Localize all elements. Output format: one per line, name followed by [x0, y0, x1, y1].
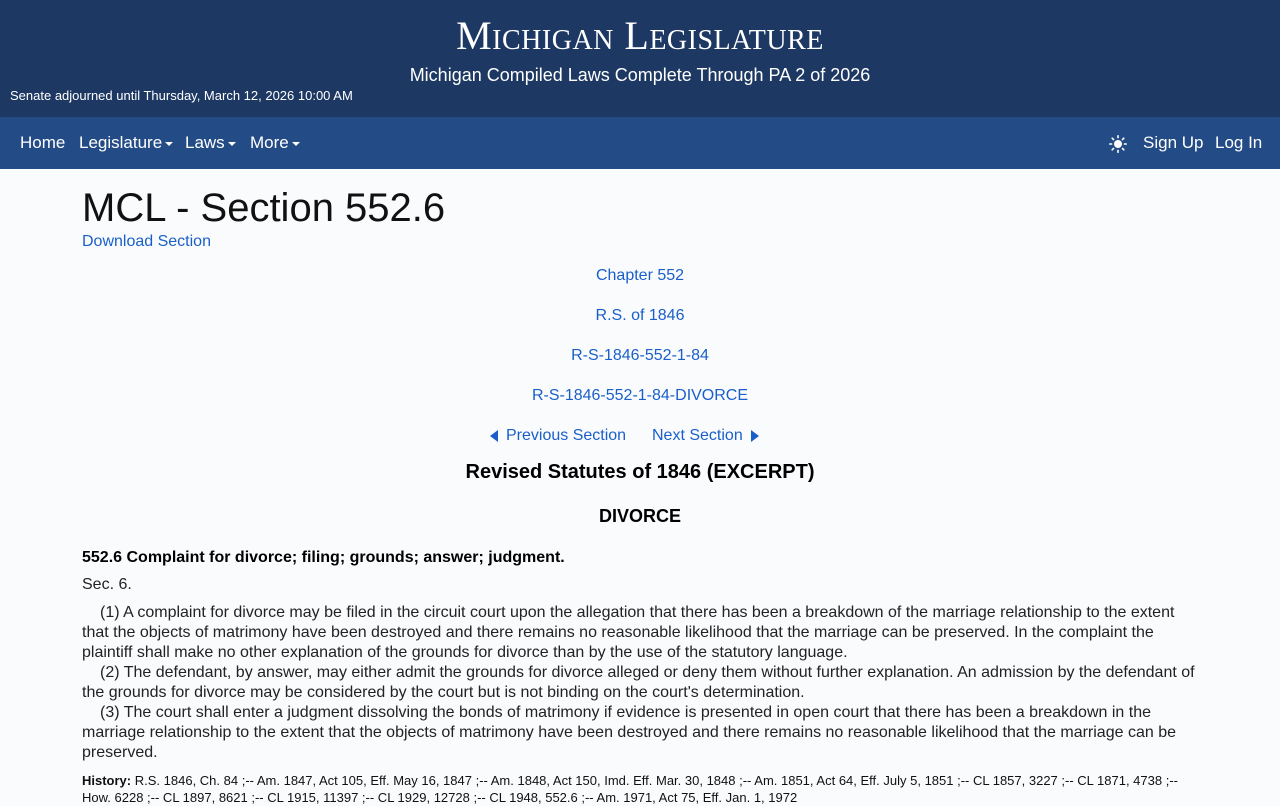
caret-down-icon	[228, 142, 236, 146]
paragraph-2: (2) The defendant, by answer, may either admit the grounds for divorce alleged or deny them without further explanation. An admission by the defendant of the grounds for divorce may be considered by the court but is not binding on the court's determination.	[82, 664, 1195, 701]
previous-section-label: Previous Section	[506, 427, 627, 444]
site-banner	[0, 0, 1280, 117]
previous-section-link[interactable]	[490, 427, 626, 445]
breadcrumb-act	[0, 307, 1280, 325]
nav-laws-label: Laws	[185, 133, 225, 152]
session-status: Senate adjourned until Thursday, March 12, 2026 10:00 AM	[10, 88, 353, 103]
subject-heading: DIVORCE	[598, 506, 681, 526]
page-title: MCL - Section 552.6	[82, 186, 446, 230]
nav-home-label: Home	[20, 133, 66, 152]
history-label: History:	[82, 773, 132, 788]
breadcrumb-subdivision	[0, 387, 1280, 405]
sign-up-label: Sign Up	[1143, 133, 1204, 152]
paragraph-3: (3) The court shall enter a judgment dissolving the bonds of matrimony if evidence is presented in open court that there has been a breakdown in the marriage relationship to the extent that the objects of matrimony have been destroyed and there remains no reasonable likelihood that the marriage can be preserved.	[82, 704, 1176, 761]
main-navbar	[0, 117, 1280, 169]
history-note	[82, 772, 1202, 806]
next-section-label: Next Section	[652, 427, 743, 444]
history-text: R.S. 1846, Ch. 84 ;-- Am. 1847, Act 105, Eff. May 16, 1847 ;-- Am. 1848, Act 150, Imd. Eff. Mar. 30, 1848 ;-- Am. 1851, Act 64, Eff. July 5, 1851 ;-- CL 1857, 3227 ;-- CL 1871, 4738 ;-- How. 6228 ;-- CL 1897, 8621 ;-- CL 1915, 11397 ;-- CL 1929, 12728 ;-- CL 1948, 552.6 ;-- Am. 1971, Act 75, Eff. Jan. 1, 1972	[82, 773, 1178, 805]
breadcrumb-chapter	[0, 267, 1280, 285]
download-section-link[interactable]: Download Section	[82, 233, 211, 250]
nav-legislature-label: Legislature	[79, 133, 163, 152]
triangle-left-icon	[490, 430, 498, 442]
breadcrumb-division	[0, 347, 1280, 365]
caret-down-icon	[292, 142, 300, 146]
nav-home[interactable]	[20, 133, 65, 153]
log-in-label: Log In	[1215, 133, 1263, 152]
paragraph-1: (1) A complaint for divorce may be filed in the circuit court upon the allegation that there has been a breakdown of the marriage relationship to the extent that the objects of matrimony have been destroyed and there remains no reasonable likelihood that the marriage can be preserved. In the complaint the plaintiff shall make no other explanation of the grounds for divorce than by the use of the statutory language.	[82, 604, 1175, 661]
nav-laws-dropdown[interactable]	[185, 133, 236, 153]
nav-more-dropdown[interactable]	[250, 133, 300, 153]
division-link[interactable]: R-S-1846-552-1-84	[571, 347, 709, 364]
act-link[interactable]: R.S. of 1846	[595, 307, 685, 324]
subdivision-link[interactable]: R-S-1846-552-1-84-DIVORCE	[531, 387, 749, 404]
chapter-link[interactable]: Chapter 552	[595, 267, 685, 284]
sign-up-link[interactable]	[1143, 133, 1203, 153]
sun-icon[interactable]	[1109, 135, 1127, 153]
next-section-link[interactable]	[652, 427, 759, 445]
caret-down-icon	[165, 142, 173, 146]
section-number: Sec. 6.	[82, 576, 132, 593]
log-in-link[interactable]	[1215, 133, 1262, 153]
site-subtitle: Michigan Compiled Laws Complete Through PA 2 of 2026	[409, 65, 871, 85]
site-title[interactable]: Michigan Legislature	[456, 13, 824, 58]
section-heading: 552.6 Complaint for divorce; filing; grounds; answer; judgment.	[82, 549, 565, 566]
nav-legislature-dropdown[interactable]	[79, 133, 173, 153]
section-body	[82, 603, 1202, 763]
act-heading: Revised Statutes of 1846 (EXCERPT)	[465, 461, 815, 483]
triangle-right-icon	[751, 430, 759, 442]
nav-more-label: More	[250, 133, 289, 152]
